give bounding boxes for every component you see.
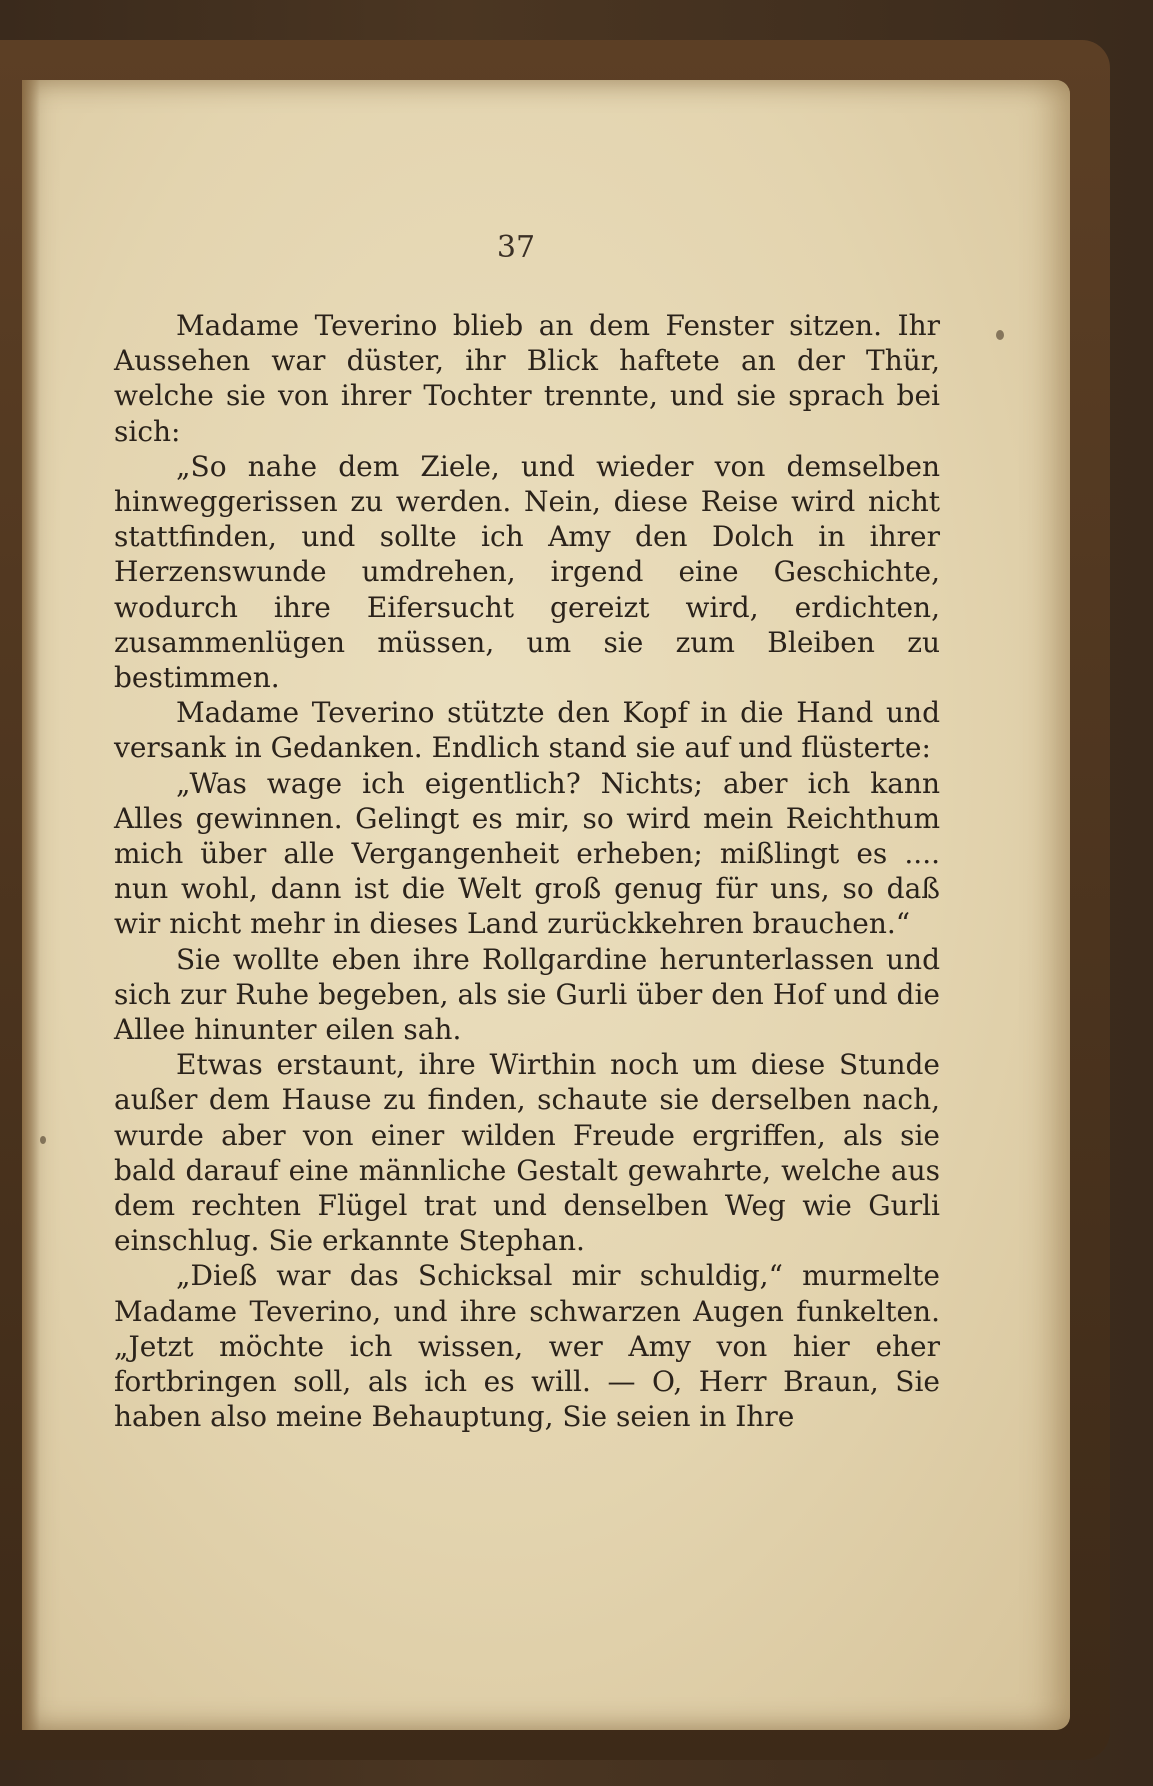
paragraph-4: „Was wage ich eigentlich? Nichts; aber ich kann Alles gewinnen. Gelingt es mir, so wird mein Reichthum mich über alle Vergangenheit erheben; mißlingt es .... nun wohl, dann ist die Welt groß genug für uns, so daß wir nicht mehr in dieses Land zurückkehren brauchen.“ [114, 766, 940, 941]
page-gutter [22, 80, 40, 1730]
paragraph-1: Madame Teverino blieb an dem Fenster sitzen. Ihr Aussehen war düster, ihr Blick haftete an der Thür, welche sie von ihrer Tochter trennte, und sie sprach bei sich: [114, 309, 940, 448]
paragraph-5: Sie wollte eben ihre Rollgardine herunterlassen und sich zur Ruhe begeben, als sie Gurli über den Hof und die Allee hinunter eilen sah. [114, 942, 940, 1047]
page-number: 37 [496, 230, 536, 265]
page-text [114, 308, 940, 1435]
paragraph-3: Madame Teverino stützte den Kopf in die Hand und versank in Gedanken. Endlich stand sie auf und flüsterte: [114, 696, 940, 765]
paragraph-2: „So nahe dem Ziele, und wieder von demselben hinweggerissen zu werden. Nein, diese Reise wird nicht stattfinden, und sollte ich Amy den Dolch in ihrer Herzenswunde umdrehen, irgend eine Geschichte, wodurch ihre Eifersucht gereizt wird, erdichten, zusammenlügen müssen, um sie zum Bleiben zu bestimmen. [114, 449, 940, 695]
book-page [22, 80, 1070, 1730]
ink-spot [40, 1136, 46, 1144]
ink-spot [996, 330, 1004, 340]
paragraph-6: Etwas erstaunt, ihre Wirthin noch um diese Stunde außer dem Hause zu finden, schaute sie derselben nach, wurde aber von einer wilden Freude ergriffen, als sie bald darauf eine männliche Gestalt gewahrte, welche aus dem rechten Flügel trat und denselben Weg wie Gurli einschlug. Sie erkannte Stephan. [114, 1048, 940, 1258]
paragraph-7: „Dieß war das Schicksal mir schuldig,“ murmelte Madame Teverino, und ihre schwarzen Augen funkelten. „Jetzt möchte ich wissen, wer Amy von hier eher fortbringen soll, als ich es will. — O, Herr Braun, Sie haben also meine Behauptung, Sie seien in Ihre [114, 1259, 940, 1434]
